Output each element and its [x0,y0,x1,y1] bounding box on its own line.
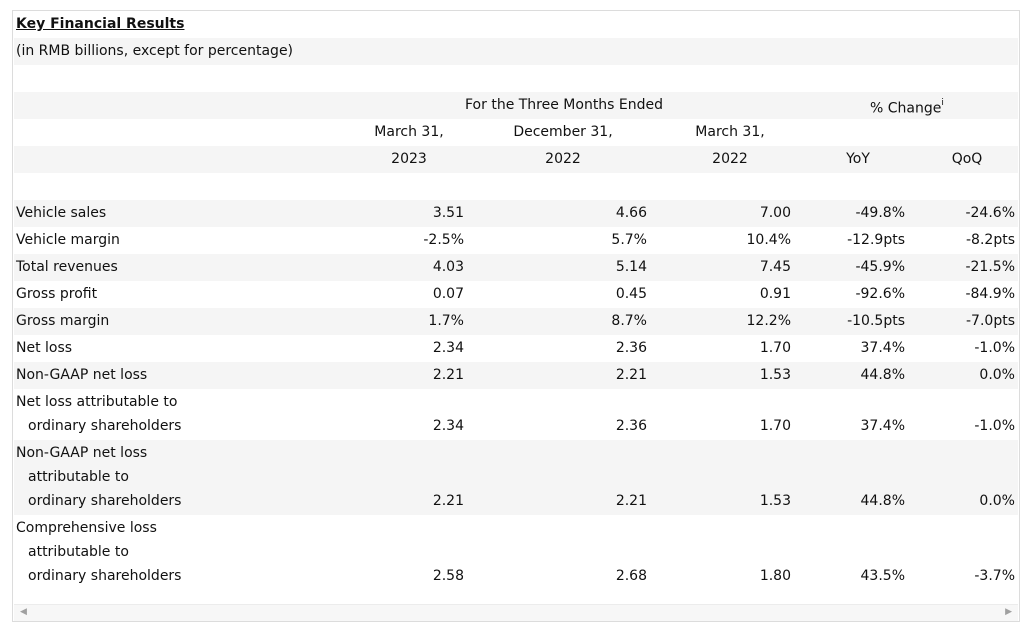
cell-value: 3.51 [432,205,464,221]
col-header-year-2: 2022 [545,151,581,167]
cell-value: 0.91 [759,286,791,302]
row-label: Vehicle sales [16,205,107,221]
row-label: attributable to [28,544,129,560]
scroll-left-icon[interactable]: ◀ [20,607,27,617]
cell-value: -84.9% [965,286,1015,302]
cell-value: 43.5% [860,568,905,584]
header-row-years [14,146,1018,173]
row-label: Gross margin [16,313,110,329]
cell-value: 1.53 [759,493,791,509]
period-group-header: For the Three Months Ended [465,97,664,113]
cell-value: 4.03 [432,259,464,275]
table-row [14,200,1018,227]
row-label: Non-GAAP net loss [16,367,148,383]
percent-change-header: % Change$^i$ [870,98,944,117]
row-label: Total revenues [16,259,118,275]
cell-value: 2.21 [615,367,647,383]
row-label: attributable to [28,469,129,485]
cell-value: 8.7% [611,313,647,329]
cell-value: 0.45 [615,286,647,302]
cell-value: 7.00 [759,205,791,221]
table-row [14,254,1018,281]
spacer-row [14,65,1018,92]
header-row-months [14,119,1018,146]
cell-value: -1.0% [974,418,1015,434]
cell-value: 2.58 [432,568,464,584]
cell-value: 1.53 [759,367,791,383]
cell-value: -1.0% [974,340,1015,356]
cell-value: 37.4% [860,340,905,356]
col-header-yoy: YoY [846,151,870,167]
spacer-row [14,173,1018,200]
cell-value: 12.2% [746,313,791,329]
cell-value: 5.14 [615,259,647,275]
cell-value: -45.9% [855,259,905,275]
table-row [14,335,1018,362]
cell-value: -10.5pts [847,313,905,329]
cell-value: 2.36 [615,418,647,434]
col-header-qoq: QoQ [951,151,983,167]
table-row [14,389,1018,440]
cell-value: 44.8% [860,493,905,509]
cell-value: -92.6% [855,286,905,302]
table-row [14,440,1018,515]
cell-value: 0.0% [979,367,1015,383]
cell-value: 1.80 [759,568,791,584]
cell-value: -2.5% [423,232,464,248]
row-label: ordinary shareholders [28,493,182,509]
cell-value: -49.8% [855,205,905,221]
cell-value: -21.5% [965,259,1015,275]
col-header-year-1: 2023 [391,151,427,167]
cell-value: 37.4% [860,418,905,434]
col-header-year-3: 2022 [712,151,748,167]
cell-value: 5.7% [611,232,647,248]
cell-value: 1.70 [759,418,791,434]
cell-value: 2.34 [432,418,464,434]
col-header-date-2: December 31, [513,124,613,140]
table-row [14,308,1018,335]
row-label: Vehicle margin [16,232,120,248]
subtitle-row [14,38,1018,65]
cell-value: 10.4% [746,232,791,248]
financial-results-table [12,10,1020,622]
row-label: Net loss [16,340,73,356]
cell-value: 2.21 [432,493,464,509]
scroll-right-icon[interactable]: ▶ [1005,607,1012,617]
row-label: Comprehensive loss [16,520,157,536]
cell-value: 2.21 [432,367,464,383]
table-subtitle: (in RMB billions, except for percentage) [16,43,294,59]
table-row [14,362,1018,389]
cell-value: 1.70 [759,340,791,356]
header-row-group [14,92,1018,119]
cell-value: 1.7% [428,313,464,329]
cell-value: -8.2pts [966,232,1015,248]
title-row [14,11,1018,38]
cell-value: 7.45 [759,259,791,275]
col-header-date-1: March 31, [374,124,444,140]
col-header-date-3: March 31, [695,124,765,140]
cell-value: -24.6% [965,205,1015,221]
cell-value: -3.7% [974,568,1015,584]
cell-value: -7.0pts [966,313,1015,329]
cell-value: 2.36 [615,340,647,356]
row-label: ordinary shareholders [28,418,182,434]
footnote-marker: i [941,98,944,108]
cell-value: 2.68 [615,568,647,584]
cell-value: -12.9pts [847,232,905,248]
table-row [14,227,1018,254]
table-title: Key Financial Results [16,16,185,32]
cell-value: 0.0% [979,493,1015,509]
cell-value: 0.07 [432,286,464,302]
row-label: Gross profit [16,286,98,302]
cell-value: 2.21 [615,493,647,509]
horizontal-scrollbar[interactable] [14,604,1018,621]
row-label: Net loss attributable to [16,394,178,410]
row-label: Non-GAAP net loss [16,445,148,461]
cell-value: 4.66 [615,205,647,221]
row-label: ordinary shareholders [28,568,182,584]
cell-value: 2.34 [432,340,464,356]
cell-value: 44.8% [860,367,905,383]
table-row [14,515,1018,590]
table-row [14,281,1018,308]
